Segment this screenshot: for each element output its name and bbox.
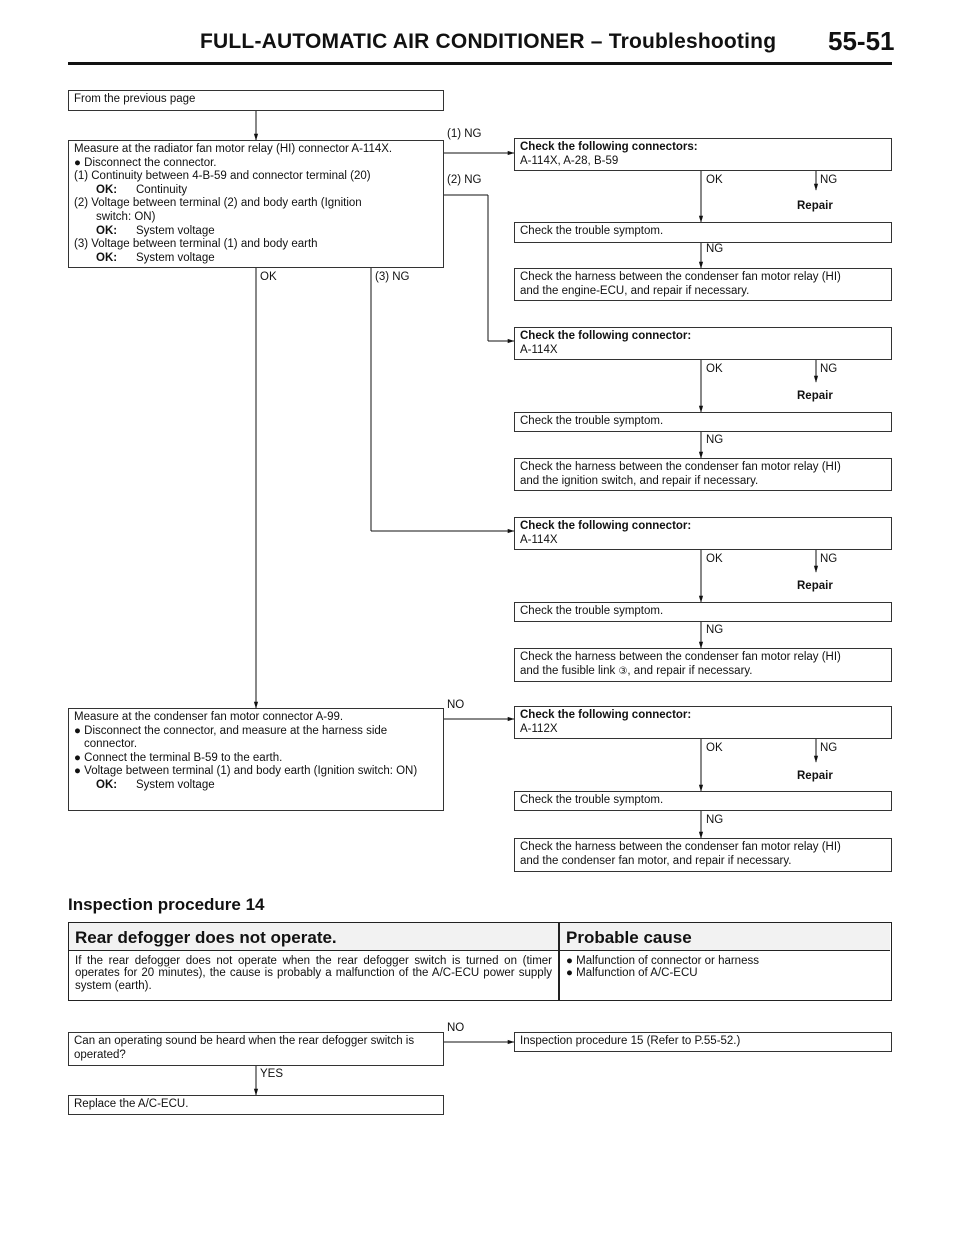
bullet: ●	[74, 765, 81, 778]
harness4-line1: Check the harness between the condenser fan motor relay (HI)	[520, 841, 841, 853]
ng-label: NG	[820, 363, 838, 375]
check1-title: Check the following connectors:	[520, 141, 698, 153]
m2-line1: Measure at the condenser fan motor connector A-99.	[74, 711, 344, 723]
check3-title: Check the following connector:	[520, 520, 692, 532]
m2-line2-text: Disconnect the connector, and measure at the harness side connector.	[84, 724, 388, 751]
check4-body: A-112X	[520, 722, 558, 735]
cause-2: Malfunction of A/C-ECU	[576, 967, 698, 980]
trouble-symptom-box-4	[514, 791, 892, 811]
cause-item	[566, 955, 884, 967]
table-symptom-desc: If the rear defogger does not operate when the rear defogger switch is turned on (timer operates for 20 minutes), the cause is probably a malfunction of the A/C-ECU power supply system (earth).	[75, 955, 552, 992]
ok-label: OK	[706, 742, 723, 754]
label-2ng: (2) NG	[447, 174, 482, 186]
ok-label: OK	[706, 363, 723, 375]
m1-line7	[74, 225, 438, 239]
no-label: NO	[447, 1022, 465, 1034]
ng-label: NG	[706, 243, 724, 255]
harness3-line2b: , and repair if necessary.	[627, 664, 753, 677]
title-dash: –	[590, 30, 603, 53]
bullet: ●	[74, 156, 81, 169]
table-causes	[560, 953, 890, 982]
question-text: Can an operating sound be heard when the rear defogger switch is operated?	[74, 1035, 415, 1061]
m1-line6: switch: ON)	[96, 210, 156, 223]
label-ok: OK	[260, 271, 277, 283]
m2-line4	[74, 765, 438, 779]
check-connectors-box-2	[514, 327, 892, 360]
symptom-text: Check the trouble symptom.	[520, 225, 664, 237]
harness1-line2: and the engine-ECU, and repair if necessary.	[520, 284, 750, 297]
operating-sound-question	[68, 1032, 444, 1066]
harness2-line2: and the ignition switch, and repair if necessary.	[520, 474, 759, 487]
trouble-symptom-box-3	[514, 602, 892, 622]
trouble-symptom-box-1	[514, 222, 892, 243]
section-heading: Inspection procedure 14	[68, 895, 265, 914]
fusible-link-number: ③	[618, 665, 628, 677]
ng-label: NG	[706, 624, 724, 636]
bullet: ●	[74, 724, 81, 737]
title-main: FULL-AUTOMATIC AIR CONDITIONER	[200, 30, 585, 53]
m2-line3-text: Connect the terminal B-59 to the earth.	[84, 751, 283, 764]
label-1ng: (1) NG	[447, 128, 482, 140]
m1-line4-text: Continuity	[136, 183, 188, 196]
harness4-line2: and the condenser fan motor, and repair if necessary.	[520, 854, 792, 867]
m1-line9-text: System voltage	[136, 251, 215, 264]
m1-line7-text: System voltage	[136, 224, 215, 237]
check-connectors-box-3	[514, 517, 892, 550]
symptom-text: Check the trouble symptom.	[520, 605, 664, 617]
ok-key: OK:	[96, 778, 118, 791]
m2-line4-text: Voltage between terminal (1) and body earth (Ignition switch: ON)	[84, 765, 418, 778]
m1-line1: Measure at the radiator fan motor relay (HI) connector A-114X.	[74, 143, 393, 155]
check1-body: A-114X, A-28, B-59	[520, 154, 619, 167]
prev-page-box	[68, 90, 444, 111]
replace-ecu-box	[68, 1095, 444, 1115]
m1-line2	[74, 157, 438, 171]
repair-label: Repair	[797, 580, 833, 592]
bullet: ●	[566, 955, 573, 967]
harness3-line1: Check the harness between the condenser fan motor relay (HI)	[520, 651, 841, 663]
ng-label: NG	[706, 814, 724, 826]
harness-box-4	[514, 838, 892, 872]
table-head-symptom: Rear defogger does not operate.	[69, 923, 558, 951]
ok-label: OK	[706, 553, 723, 565]
procedure-15-text: Inspection procedure 15 (Refer to P.55-52.)	[520, 1035, 741, 1047]
symptom-table	[68, 922, 892, 1001]
no-label: NO	[447, 699, 465, 711]
prev-page-text: From the previous page	[74, 93, 196, 105]
label-3ng: (3) NG	[375, 271, 410, 283]
check2-body: A-114X	[520, 343, 558, 356]
ng-label: NG	[820, 742, 838, 754]
repair-label: Repair	[797, 200, 833, 212]
procedure-15-ref	[514, 1032, 892, 1052]
ng-label: NG	[820, 174, 838, 186]
m1-line8: (3) Voltage between terminal (1) and body earth	[74, 238, 318, 251]
harness1-line1: Check the harness between the condenser fan motor relay (HI)	[520, 271, 841, 283]
replace-ecu-text: Replace the A/C-ECU.	[74, 1098, 189, 1110]
harness2-line1: Check the harness between the condenser fan motor relay (HI)	[520, 461, 841, 473]
harness3-line2	[520, 665, 886, 679]
harness-box-1	[514, 268, 892, 301]
ng-label: NG	[820, 553, 838, 565]
ok-key: OK:	[96, 183, 118, 196]
m2-line3	[74, 752, 438, 766]
repair-label: Repair	[797, 770, 833, 782]
title-sub: Troubleshooting	[608, 30, 777, 53]
cause-item	[566, 967, 884, 979]
m1-line5: (2) Voltage between terminal (2) and body earth (Ignition	[74, 197, 362, 210]
harness-box-2	[514, 458, 892, 491]
repair-label: Repair	[797, 390, 833, 402]
ok-key: OK:	[96, 251, 118, 264]
bullet: ●	[566, 967, 573, 980]
m2-line2	[74, 725, 438, 752]
m2-line5-text: System voltage	[136, 778, 215, 791]
table-head-cause: Probable cause	[560, 923, 890, 951]
symptom-text: Check the trouble symptom.	[520, 415, 664, 427]
ok-key: OK:	[96, 224, 118, 237]
m2-line5	[74, 779, 438, 793]
m1-line9	[74, 252, 438, 266]
yes-label: YES	[260, 1068, 284, 1080]
ok-label: OK	[706, 174, 723, 186]
trouble-symptom-box-2	[514, 412, 892, 432]
bullet: ●	[74, 751, 81, 764]
measure-relay-box	[68, 140, 444, 268]
m1-line3: (1) Continuity between 4-B-59 and connector terminal (20)	[74, 170, 371, 183]
m1-line2-text: Disconnect the connector.	[84, 156, 217, 169]
ng-label: NG	[706, 434, 724, 446]
cause-1: Malfunction of connector or harness	[576, 955, 759, 967]
measure-fan-motor-box	[68, 708, 444, 811]
page-number: 55-51	[828, 26, 895, 56]
harness3-line2a: and the fusible link	[520, 664, 619, 677]
check4-title: Check the following connector:	[520, 709, 692, 721]
check-connectors-box-1	[514, 138, 892, 171]
symptom-text: Check the trouble symptom.	[520, 794, 664, 806]
check2-title: Check the following connector:	[520, 330, 692, 342]
harness-box-3	[514, 648, 892, 682]
check3-body: A-114X	[520, 533, 558, 546]
check-connectors-box-4	[514, 706, 892, 739]
m1-line4	[74, 184, 438, 198]
